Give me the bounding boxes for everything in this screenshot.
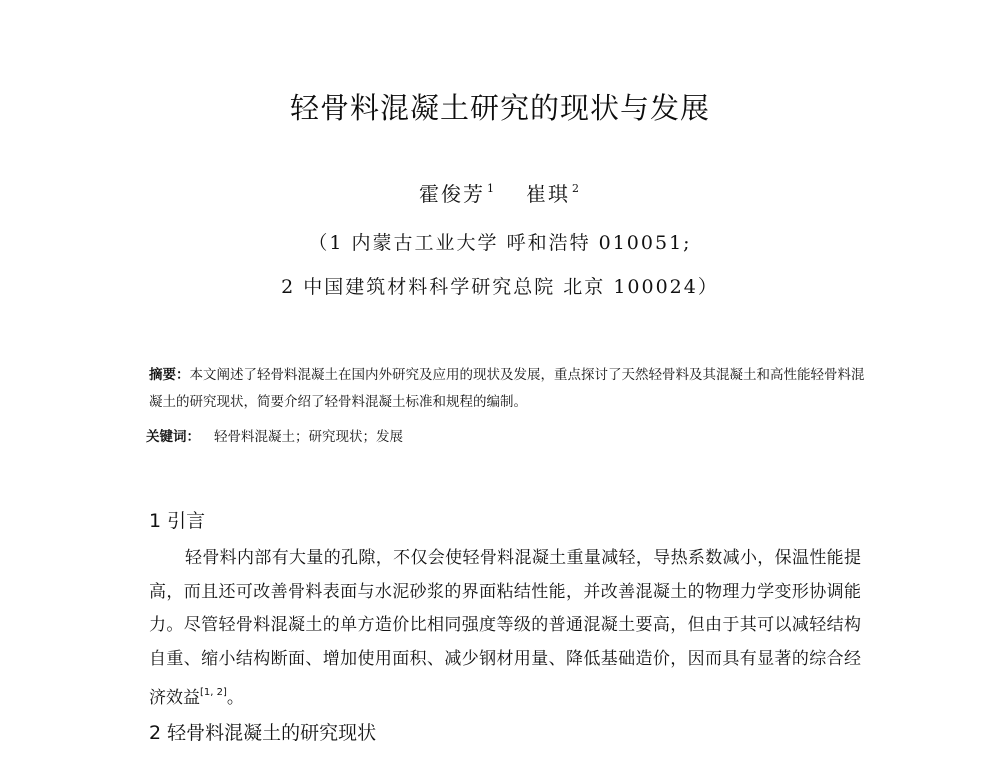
abstract	[149, 362, 869, 416]
affiliation-mark: 2	[572, 182, 581, 195]
author-name: 霍俊芳	[419, 182, 485, 206]
affiliation-2: 2 中国建筑材料科学研究总院 北京 100024）	[281, 276, 719, 298]
paragraph-text: 轻骨料内部有大量的孔隙，不仅会使轻骨料混凝土重量减轻，导热系数减小，保温性能提高，而且还可改善骨料表面与水泥砂浆的界面粘结性能，并改善混凝土的物理力学变形协调能力。尽管轻骨料混凝土的单方造价比相同强度等级的普通混凝土要高，但由于其可以减轻结构自重、缩小结构断面、增加使用面积、减少钢材用量、降低基础造价，因而具有显著的综合经济效益	[149, 548, 861, 708]
keywords-text: 轻骨料混凝土；研究现状；发展	[214, 429, 403, 445]
keywords-label: 关键词：	[146, 429, 200, 445]
author-1	[419, 178, 496, 207]
section-heading-research-status: 2 轻骨料混凝土的研究现状	[149, 722, 377, 744]
affiliation-mark: 1	[487, 182, 496, 195]
affiliation-1: （1 内蒙古工业大学 呼和浩特 010051;	[308, 232, 692, 254]
keywords	[146, 426, 866, 448]
introduction-paragraph	[149, 542, 861, 716]
paragraph-end: 。	[226, 688, 244, 708]
author-line	[0, 178, 1000, 207]
abstract-text: 本文阐述了轻骨料混凝土在国内外研究及应用的现状及发展，重点探讨了天然轻骨料及其混凝土和高性能轻骨料混凝土的研究现状，简要介绍了轻骨料混凝土标准和规程的编制。	[149, 367, 865, 410]
author-name: 崔琪	[526, 182, 570, 206]
author-2	[526, 178, 581, 207]
paper-title: 轻骨料混凝土研究的现状与发展	[289, 91, 710, 125]
citation: [1, 2]	[200, 687, 227, 698]
section-heading-introduction: 1 引言	[149, 510, 206, 532]
abstract-label: 摘要：	[149, 367, 190, 383]
